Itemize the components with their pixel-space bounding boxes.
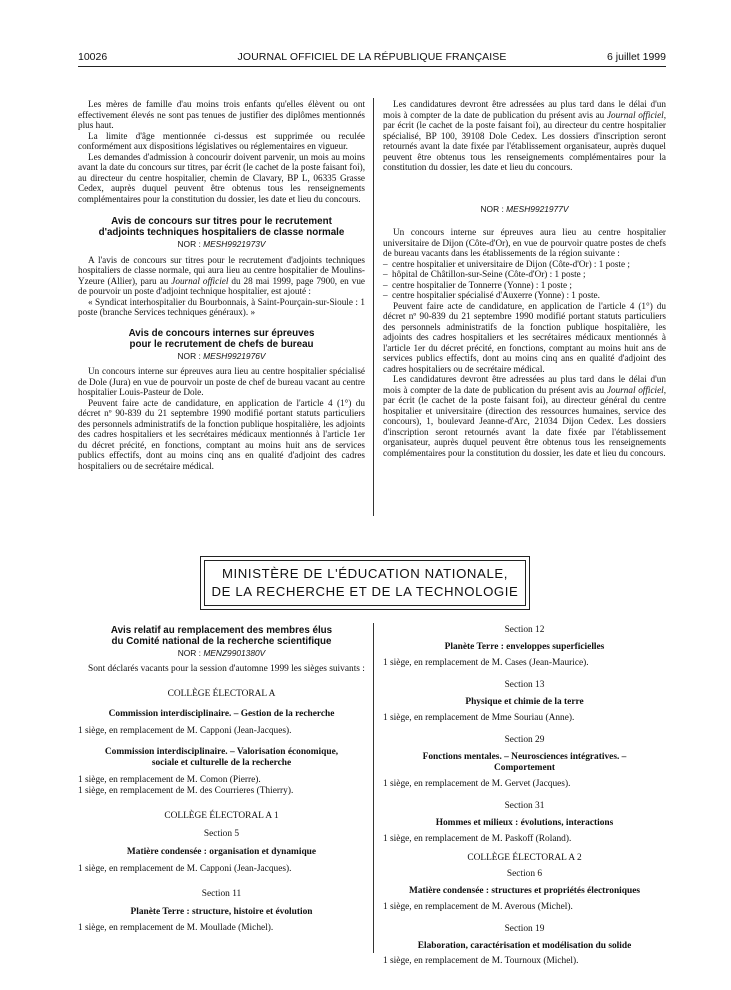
page-header — [78, 51, 666, 65]
column-divider — [373, 623, 374, 953]
section-number: Section 31 — [504, 801, 545, 811]
seat-line: 1 siège, en remplacement de M. des Courrieres (Thierry). — [78, 786, 294, 796]
section-title: Matière condensée : structures et propriétés électroniques — [408, 886, 641, 896]
list-item: – centre hospitalier spécialisé d'Auxerre (Yonne) : 1 poste. — [383, 290, 600, 300]
paragraph: « Syndicat interhospitalier du Bourbonnais, à Saint-Pourçain-sur-Sioule : 1 poste (branche Services techniques généraux). » — [78, 296, 365, 317]
section-title: Hommes et milieux : évolutions, interactions — [435, 818, 614, 828]
ministry-title-line: DE LA RECHERCHE ET DE LA TECHNOLOGIE — [211, 584, 519, 599]
college-heading: COLLÈGE ÉLECTORAL A 1 — [164, 811, 279, 821]
list-item: – centre hospitalier de Tonnerre (Yonne) : 1 poste ; — [383, 279, 572, 290]
paragraph: Peuvent faire acte de candidature, en application de l'article 4 (1°) du décret nº 90-839 du 21 septembre 1990 modifié portant statuts particuliers des personnels administratifs de la fonction publique hospitalière, les adjoints des cadres hospitaliers et les secrétaires médicaux mentionnés à l'article 1er du décret précité, en fonctions, comptant au moins huit ans de services publics effectifs, dont au moins cinq ans en qualité d'adjoint des cadres hospitaliers ou de secrétaire médical. — [383, 300, 666, 374]
seat-line: 1 siège, en remplacement de M. Cases (Jean-Maurice). — [383, 658, 589, 668]
nor-reference: NOR : MESH9921973V — [177, 239, 266, 249]
section-title: Matière condensée : organisation et dynamique — [126, 847, 317, 857]
section-title: Fonctions mentales. – Neurosciences intégratives. – — [422, 752, 627, 762]
college-heading: COLLÈGE ÉLECTORAL A 2 — [467, 853, 582, 863]
seat-line: 1 siège, en remplacement de M. Moullade (Michel). — [78, 923, 274, 933]
paragraph: Sont déclarés vacants pour la session d'automne 1999 les sièges suivants : — [88, 664, 365, 674]
list-item: – centre hospitalier et universitaire de Dijon (Côte-d'Or) : 1 poste ; — [383, 258, 630, 269]
paragraph: Peuvent faire acte de candidature, en application de l'article 4 (1°) du décret nº 90-839 du 21 septembre 1990 modifié portant statuts particuliers des personnels administratifs de la fonction publique hospitalière, les adjoints des cadres hospitaliers et les secrétaires médicaux mentionnés à l'article 1er du décret précité, en fonctions, comptant au moins huit ans de services publics effectifs, dont au moins cinq ans en qualité d'adjoint des cadres hospitaliers ou de secrétaire médical. — [78, 397, 365, 471]
page-number: 10026 — [78, 51, 108, 63]
seat-line: 1 siège, en remplacement de M. Comon (Pierre). — [78, 775, 261, 785]
section-heading: du Comité national de la recherche scientifique — [111, 636, 332, 647]
right-column-bottom — [383, 625, 666, 967]
paragraph: Les candidatures devront être adressées au plus tard dans le délai d'un mois à compter de la date de publication du présent avis au Journal officiel, par écrit (le cachet de la poste faisant foi), au directeur général du centre hospitalier et universitaire (direction des ressources humaines, service des concours), 1, boulevard Jeanne-d'Arc, 21034 Dijon Cedex. Les dossiers d'inscription seront retournés avant la date fixée par l'établissement organisateur, auprès duquel peuvent être obtenus tous les renseignements complémentaires pour la constitution du dossier, les date et lieu du concours. — [383, 374, 667, 458]
section-heading: Avis de concours internes sur épreuves — [128, 327, 315, 339]
column-divider — [373, 98, 374, 516]
commission-title: Commission interdisciplinaire. – Gestion de la recherche — [108, 709, 335, 719]
section-number: Section 19 — [504, 924, 545, 934]
paragraph: Les demandes d'admission à concourir doivent parvenir, un mois au moins avant la date du concours sur titres, par écrit (le cachet de la poste faisant foi), au directeur du centre hospitalier, chemin de Clavary, BP L, 06335 Grasse Cedex, auprès duquel peuvent être obtenus tous les renseignements complémentaires pour la constitution du dossier, les date et lieu du concours. — [78, 151, 365, 204]
left-column-bottom — [78, 625, 365, 934]
paragraph: A l'avis de concours sur titres pour le recrutement d'adjoints techniques hospitaliers de classe normale, qui aura lieu au centre hospitalier de Moulins-Yzeure (Allier), paru au Journal officiel du 28 mai 1999, page 7900, en vue de pourvoir un poste d'adjoint technique hospitalier, est ajouté : — [78, 254, 365, 296]
college-heading: COLLÈGE ÉLECTORAL A — [167, 689, 276, 699]
commission-title: sociale et culturelle de la recherche — [151, 758, 292, 768]
section-title: Planète Terre : enveloppes superficielles — [444, 642, 605, 652]
header-rule — [78, 66, 666, 67]
ministry-title-line: MINISTÈRE DE L'ÉDUCATION NATIONALE, — [221, 566, 509, 581]
section-title: Physique et chimie de la terre — [465, 697, 584, 707]
section-heading: pour le recrutement de chefs de bureau — [129, 338, 314, 350]
seat-line: 1 siège, en remplacement de Mme Souriau (Anne). — [383, 713, 575, 723]
ministry-banner — [200, 556, 530, 610]
left-column-top — [78, 99, 365, 471]
section-title: Planète Terre : structure, histoire et évolution — [130, 907, 313, 917]
paragraph: La limite d'âge mentionnée ci-dessus est supprimée ou reculée conformément aux dispositions législatives ou réglementaires en vigueur. — [78, 130, 365, 151]
section-title: Comportement — [494, 763, 555, 773]
paragraph: Les candidatures devront être adressées au plus tard dans le délai d'un mois à compter de la date de publication du présent avis au Journal officiel, par écrit (le cachet de la poste faisant foi), au directeur du centre hospitalier spécialisé, BP 100, 39108 Dole Cedex. Les dossiers d'inscription seront retournés avant la date fixée par l'établissement organisateur, auprès duquel peuvent être obtenus tous les renseignements complémentaires pour la constitution du dossier, les date et lieu du concours. — [383, 99, 667, 172]
section-number: Section 29 — [504, 735, 545, 745]
section-heading: Avis de concours sur titres pour le recrutement — [111, 216, 332, 227]
section-number: Section 5 — [203, 829, 240, 839]
journal-title: JOURNAL OFFICIEL DE LA RÉPUBLIQUE FRANÇAISE — [237, 51, 507, 63]
right-column-top — [383, 99, 666, 458]
section-number: Section 6 — [506, 869, 543, 879]
seat-line: 1 siège, en remplacement de M. Tournoux (Michel). — [383, 956, 579, 966]
section-number: Section 12 — [504, 625, 545, 635]
list-item: – hôpital de Châtillon-sur-Seine (Côte-d'Or) : 1 poste ; — [383, 269, 586, 279]
seat-line: 1 siège, en remplacement de M. Capponi (Jean-Jacques). — [78, 864, 292, 874]
issue-date: 6 juillet 1999 — [607, 51, 666, 63]
nor-reference: NOR : MESH9921976V — [177, 350, 266, 361]
nor-reference: NOR : MENZ9901380V — [177, 648, 266, 658]
paragraph: Un concours interne sur épreuves aura lieu au centre hospitalier universitaire de Dijon (Côte-d'Or), en vue de pourvoir quatre postes de chefs de bureau vacants dans les établissements de la région suivante : — [383, 227, 666, 258]
seat-line: 1 siège, en remplacement de M. Gervet (Jacques). — [383, 779, 571, 789]
seat-line: 1 siège, en remplacement de M. Paskoff (Roland). — [383, 834, 572, 844]
section-number: Section 13 — [504, 680, 545, 690]
nor-reference: NOR : MESH9921977V — [480, 203, 569, 214]
paragraph: Un concours interne sur épreuves aura lieu au centre hospitalier spécialisé de Dole (Jura) en vue de pourvoir un poste de chef de bureau vacant au centre hospitalier Louis-Pasteur de Dole. — [78, 366, 365, 397]
section-title: Elaboration, caractérisation et modélisation du solide — [417, 941, 632, 951]
seat-line: 1 siège, en remplacement de M. Capponi (Jean-Jacques). — [78, 726, 292, 736]
seat-line: 1 siège, en remplacement de M. Averous (Michel). — [383, 902, 573, 912]
section-heading: Avis relatif au remplacement des membres élus — [110, 625, 333, 636]
paragraph: Les mères de famille d'au moins trois enfants qu'elles élèvent ou ont effectivement élevés ne sont pas tenues de justifier des diplômes mentionnés plus haut. — [78, 99, 365, 130]
commission-title: Commission interdisciplinaire. – Valorisation économique, — [104, 747, 339, 757]
section-heading: d'adjoints techniques hospitaliers de classe normale — [98, 227, 345, 238]
section-number: Section 11 — [201, 889, 242, 899]
